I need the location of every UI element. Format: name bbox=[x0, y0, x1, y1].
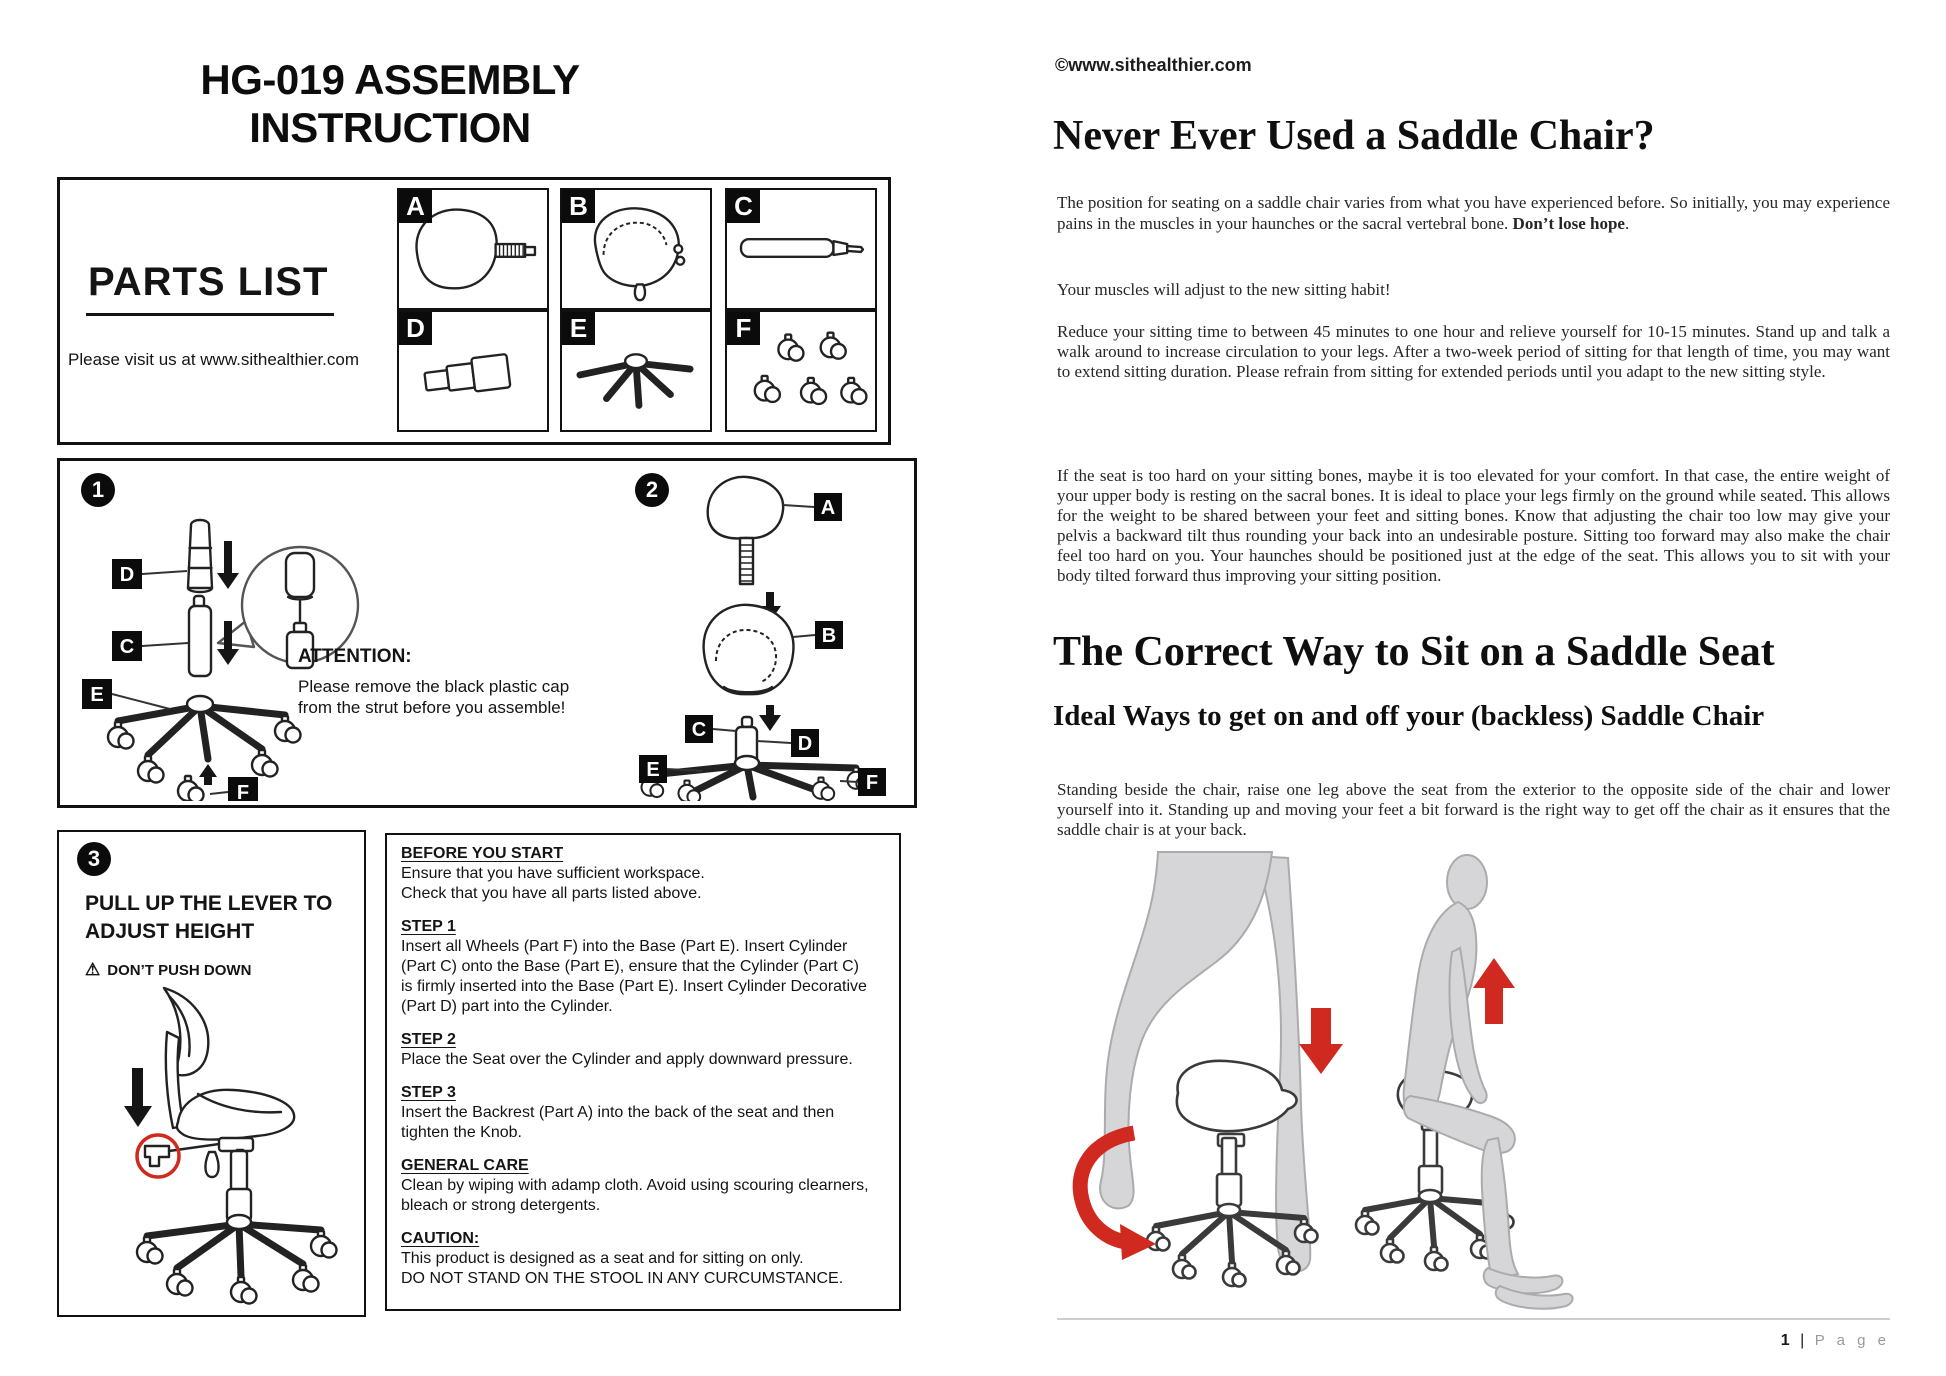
diagram-step3-lever bbox=[81, 984, 346, 1310]
section-caution: CAUTION: This product is designed as a seat and for sitting on only. DO NOT STAND ON THE STOOL IN ANY CURCUMSTANCE. bbox=[401, 1230, 844, 1287]
svg-text:E: E bbox=[90, 684, 104, 706]
instructions-text bbox=[401, 844, 887, 1302]
part-cell-e bbox=[560, 310, 712, 432]
heading-correct-way: The Correct Way to Sit on a Saddle Seat bbox=[1053, 629, 1775, 675]
illustration-mounting-chair bbox=[1080, 852, 1343, 1287]
section-step-2: STEP 2 Place the Seat over the Cylinder and apply downward pressure. bbox=[401, 1031, 853, 1068]
section-before-you-start: BEFORE YOU START Ensure that you have sufficient workspace. Check that you have all parts listed above. bbox=[401, 845, 705, 902]
svg-text:B: B bbox=[821, 625, 837, 647]
parts-list-heading: PARTS LIST bbox=[86, 260, 334, 316]
part-cell-c bbox=[725, 188, 877, 310]
part-label-e: E bbox=[562, 312, 595, 345]
part-label-f: F bbox=[727, 312, 760, 345]
part-label-c: C bbox=[727, 190, 760, 223]
footer-rule bbox=[1057, 1318, 1890, 1320]
section-step-1: STEP 1 Insert all Wheels (Part F) into the Base (Part E). Insert Cylinder (Part C) onto the Base (Part E), ensure that the Cylinder (Part C) is firmly inserted into the Base (Part E). Insert Cylinder Decorative (Part D) part into the Cylinder. bbox=[401, 918, 867, 1015]
part-label-d: D bbox=[399, 312, 432, 345]
part-label-b: B bbox=[562, 190, 595, 223]
svg-text:F: F bbox=[236, 782, 250, 801]
svg-text:C: C bbox=[119, 636, 135, 658]
svg-text:E: E bbox=[646, 759, 660, 781]
stand-up-arrow bbox=[1473, 958, 1515, 1024]
paragraph-muscles-adjust: Your muscles will adjust to the new sitting habit! bbox=[1057, 280, 1391, 299]
part-cell-f bbox=[725, 310, 877, 432]
paragraph-sitting-time: Reduce your sitting time to between 45 minutes to one hour and relieve yourself for 10-15 minutes. Stand up and talk a walk around to increase circulation to your legs. After a two-week period of sitting for that length of time, you may want to extend sitting duration. Please refrain from sitting for extended periods until you adapt to the new sitting style. bbox=[1057, 322, 1890, 381]
svg-text:D: D bbox=[119, 564, 135, 586]
part-cell-b bbox=[560, 188, 712, 310]
step-3-badge: 3 bbox=[77, 842, 111, 876]
diagram-step2-exploded-view bbox=[608, 465, 908, 801]
svg-text:D: D bbox=[797, 733, 813, 755]
illustration-standing-up bbox=[1356, 855, 1573, 1309]
paragraph-seat-too-hard: If the seat is too hard on your sitting bones, maybe it is too elevated for your comfort. In that case, the entire weight of your upper body is resting on the sacral bones. It is ideal to place your legs firmly on the ground while seated. This allows for the weight to be shared between your feet and sitting bones. Know that adjusting the chair too low may give your pelvis a backward tilt thus rounding your back into an undesirable posture. Sitting too forward may also make the chair feel too hard on you. Your haunches should be positioned just at the edge of the seat. This allows you to sit with your body tilted forward thus improving your sitting position. bbox=[1057, 466, 1890, 585]
svg-text:A: A bbox=[820, 497, 836, 519]
attention-title: ATTENTION: bbox=[298, 646, 412, 667]
dont-push-down-warning: ⚠ DON’T PUSH DOWN bbox=[85, 960, 252, 979]
step-1-badge: 1 bbox=[81, 473, 115, 507]
step-2-badge: 2 bbox=[635, 473, 669, 507]
part-label-a: A bbox=[399, 190, 432, 223]
copyright-line: ©www.sithealthier.com bbox=[1055, 55, 1252, 75]
parts-list-box bbox=[57, 177, 891, 445]
heading-never-used: Never Ever Used a Saddle Chair? bbox=[1053, 113, 1655, 159]
svg-text:F: F bbox=[865, 772, 879, 794]
heading-ideal-ways: Ideal Ways to get on and off your (backless) Saddle Chair bbox=[1053, 700, 1765, 732]
attention-note: ATTENTION: Please remove the black plastic cap from the strut before you assemble! bbox=[298, 646, 570, 717]
sit-down-arrow bbox=[1299, 1008, 1343, 1074]
part-cell-d bbox=[397, 310, 549, 432]
page-number: 1 bbox=[1780, 1332, 1790, 1349]
svg-text:C: C bbox=[691, 719, 707, 741]
saddle-chair-illustrations bbox=[1060, 850, 1690, 1312]
warning-triangle-icon: ⚠ bbox=[85, 960, 101, 979]
step-3-heading: PULL UP THE LEVER TO ADJUST HEIGHT bbox=[85, 892, 333, 943]
page-title: HG-019 ASSEMBLY INSTRUCTION bbox=[200, 56, 580, 151]
step-3-box bbox=[57, 830, 366, 1317]
section-step-3: STEP 3 Insert the Backrest (Part A) into the back of the seat and then tighten the Knob. bbox=[401, 1084, 835, 1141]
part-cell-a bbox=[397, 188, 549, 310]
assembly-diagram-box bbox=[57, 458, 917, 808]
instructions-box bbox=[385, 833, 901, 1311]
section-general-care: GENERAL CARE Clean by wiping with adamp cloth. Avoid using scouring clearners, bleach or strong detergents. bbox=[401, 1157, 869, 1214]
visit-note: Please visit us at www.sithealthier.com bbox=[68, 350, 360, 369]
page-footer: 1 | P a g e bbox=[1780, 1332, 1890, 1349]
paragraph-get-on-off: Standing beside the chair, raise one leg above the seat from the exterior to the opposite side of the chair and lower yourself into it. Standing up and moving your feet a bit forward is the right way to get off the chair as it ensures that the saddle chair is at your back. bbox=[1057, 780, 1890, 839]
paragraph-initial-pains: The position for seating on a saddle chair varies from what you have experienced before. So initially, you may experience pains in the muscles in your haunches or the sacral vertebral bone. Don’t lose hope. bbox=[1057, 193, 1890, 233]
